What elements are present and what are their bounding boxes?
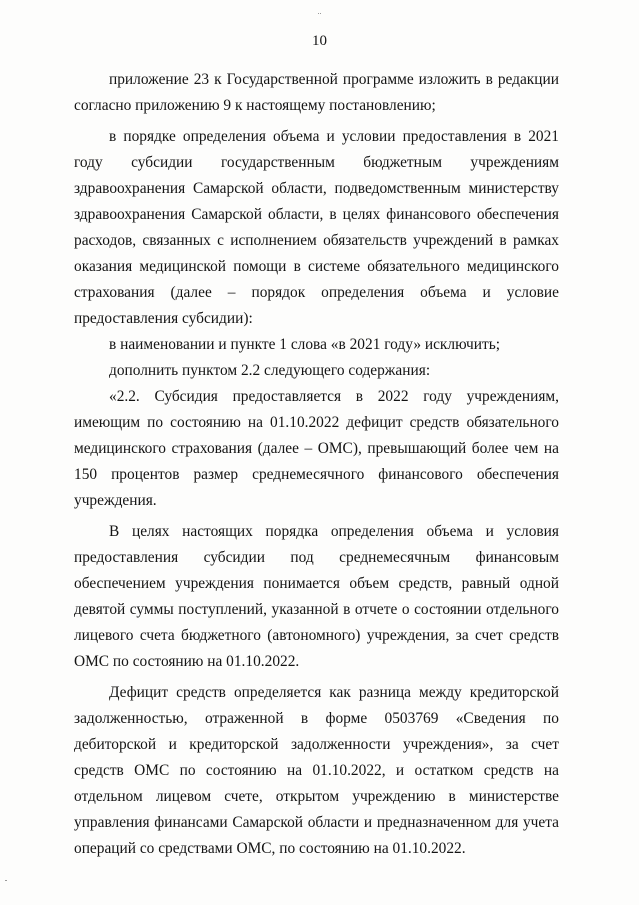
page-number: 10: [312, 33, 327, 49]
scan-mark: [5, 880, 7, 881]
paragraph-clause-2-2: «2.2. Субсидия предоставляется в 2022 году учреждениям, имеющим по состоянию на 01.10.2022 дефицит средств обязательного медицинского страхования (далее – ОМС), превышающий более чем на 150 процентов размер среднемесячного финансового обеспечения учреждения.: [74, 388, 559, 509]
scan-mark: [318, 13, 319, 14]
paragraph-deficit-definition: Дефицит средств определяется как разница между кредиторской задолженностью, отраженной в форме 0503769 «Сведения по дебиторской и кредиторской задолженности учреждения», за счет средств ОМС по состоянию на 01.10.2022, и остатком средств на отдельном лицевом счете, открытом учреждению в министерстве управления финансами Самарской области и предназначенном для учета операций со средствами ОМС, по состоянию на 01.10.2022.: [74, 684, 559, 857]
paragraph-appendix-23: приложение 23 к Государственной программе изложить в редакции согласно приложению 9 к настоящему постановлению;: [74, 71, 559, 114]
paragraph-title-amendment: в наименовании и пункте 1 слова «в 2021 году» исключить;: [109, 336, 501, 353]
paragraph-average-funding: В целях настоящих порядка определения объема и условия предоставления субсидии под среднемесячным финансовым обеспечением учреждения понимается объем средств, равный одной девятой суммы поступлений, указанной в отчете о состоянии отдельного лицевого счета бюджетного (автономного) учреждения, за счет средств ОМС по состоянию на 01.10.2022.: [74, 523, 559, 670]
paragraph-add-clause: дополнить пунктом 2.2 следующего содержания:: [109, 362, 431, 379]
paragraph-subsidy-procedure: в порядке определения объема и условии предоставления в 2021 году субсидии государственным бюджетным учреждениям здравоохранения Самарской области, подведомственным министерству здравоохранения Самарской области, в целях финансового обеспечения расходов, связанных с исполнением обязательств учреждений в рамках оказания медицинской помощи в системе обязательного медицинского страхования (далее – порядок определения объема и условие предоставления субсидии):: [74, 128, 559, 327]
scan-mark: [320, 13, 321, 14]
document-body: [74, 67, 559, 862]
